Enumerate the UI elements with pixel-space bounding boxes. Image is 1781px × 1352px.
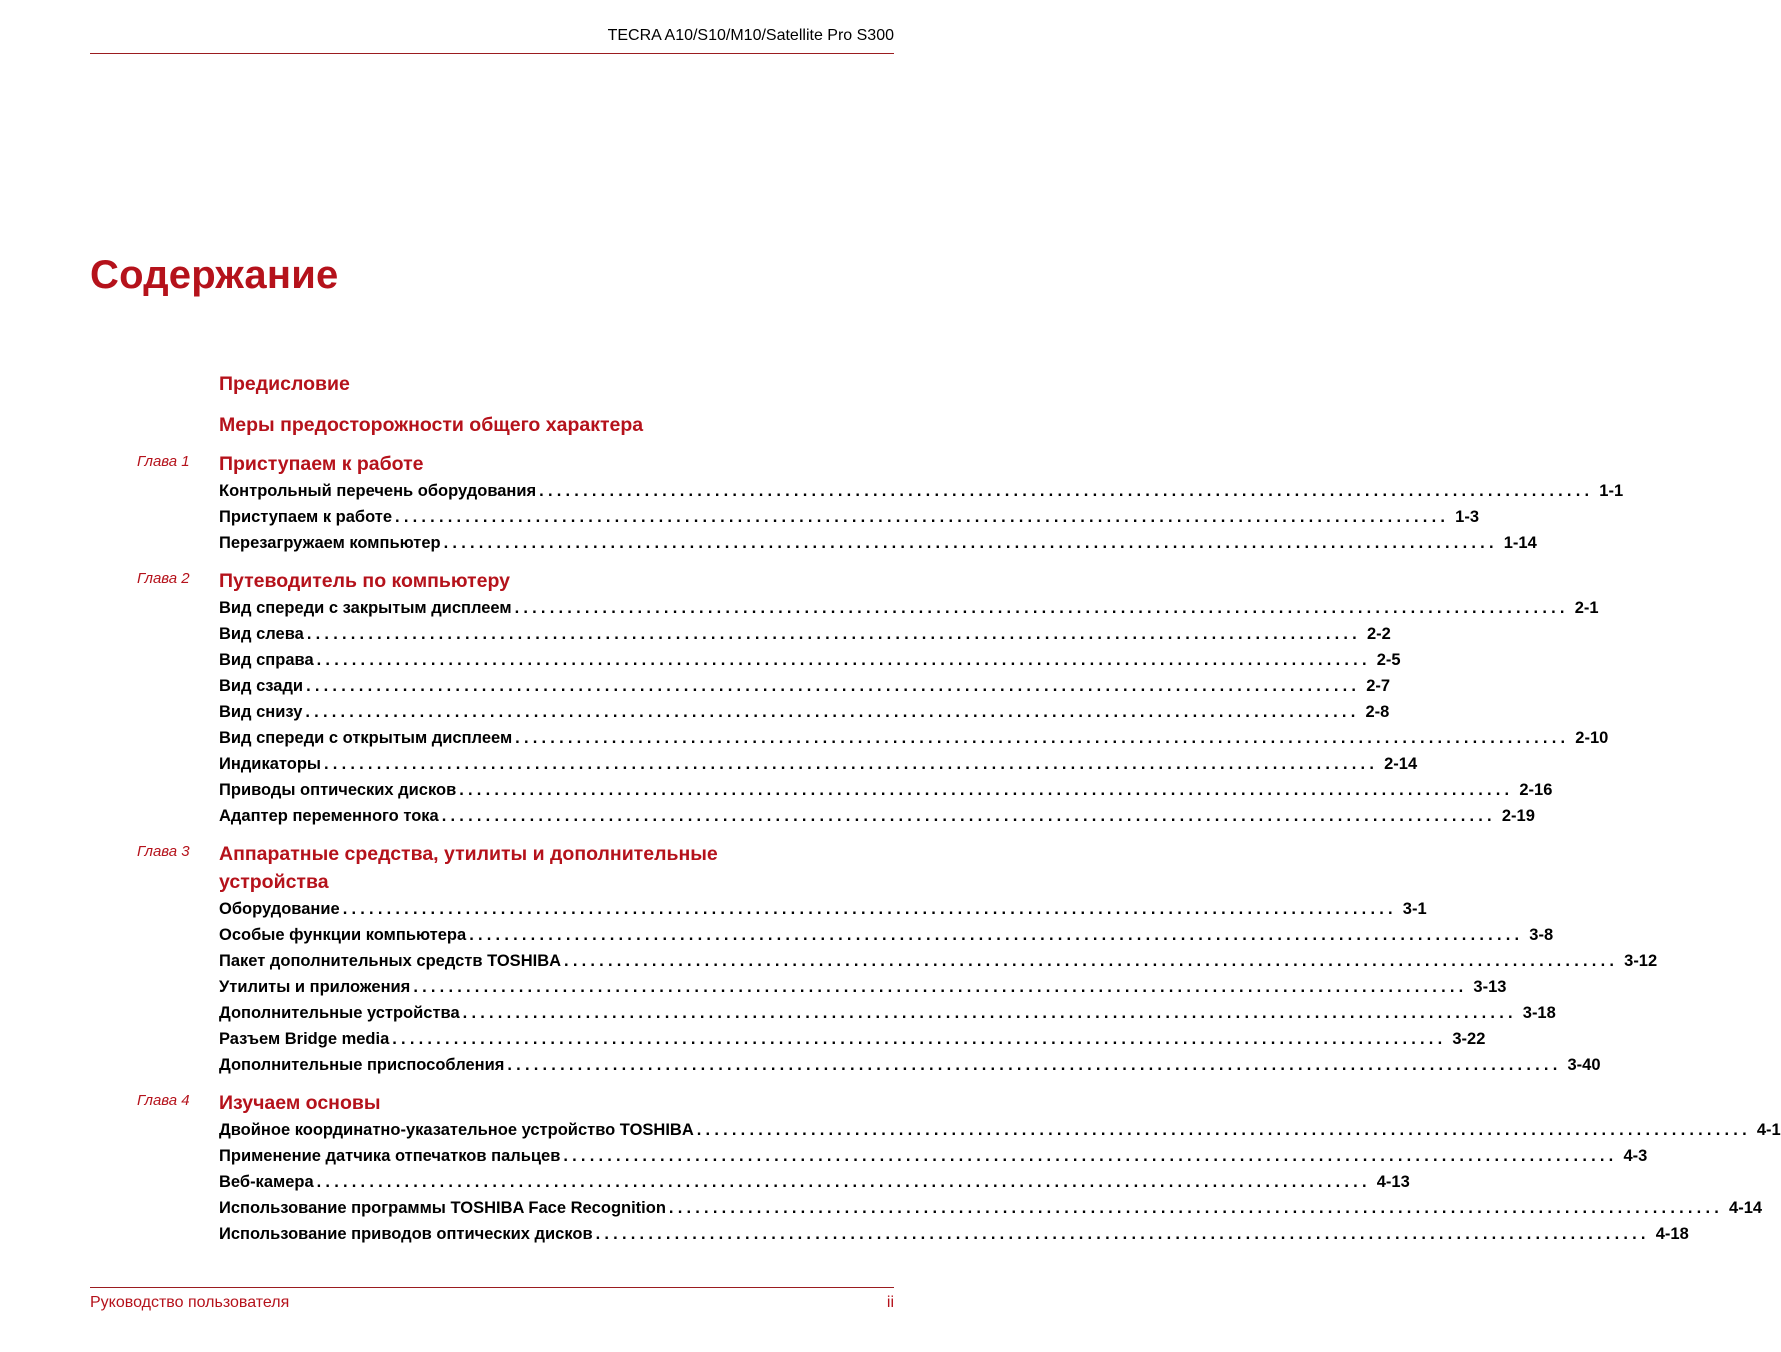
dot-leader: ........................................................................................................................ <box>539 482 1594 500</box>
toc-entry-page: 2-10 <box>1575 729 1609 747</box>
dot-leader: ........................................................................................................................ <box>395 508 1450 526</box>
toc-entry-label: Пакет дополнительных средств TOSHIBA <box>219 952 562 970</box>
toc-entry-label: Разъем Bridge media <box>219 1030 390 1048</box>
dot-leader: ........................................................................................................................ <box>316 651 1371 669</box>
toc-entry[interactable] <box>219 974 1507 1000</box>
dot-leader: ........................................................................................................................ <box>563 1147 1618 1165</box>
dot-leader: ........................................................................................................................ <box>441 807 1496 825</box>
toc-entry-label: Утилиты и приложения <box>219 978 411 996</box>
toc-entry-label: Контрольный перечень оборудования <box>219 482 537 500</box>
toc-entry-page: 3-40 <box>1567 1056 1601 1074</box>
toc-entry-label: Вид сзади <box>219 677 304 695</box>
chapter-section <box>0 567 1609 829</box>
toc-entry[interactable] <box>219 1000 1556 1026</box>
table-of-contents <box>0 370 1781 1247</box>
chapter-title[interactable]: Путеводитель по компьютеру <box>219 570 510 592</box>
toc-entry-label: Адаптер переменного тока <box>219 807 439 825</box>
toc-entry-page: 2-8 <box>1365 703 1390 721</box>
toc-entry-label: Дополнительные приспособления <box>219 1056 505 1074</box>
toc-entry-label: Вид слева <box>219 625 304 643</box>
chapter-title[interactable]: Аппаратные средства, утилиты и дополнительные устройства <box>219 843 718 893</box>
toc-entry[interactable] <box>219 1143 1648 1169</box>
toc-entry[interactable] <box>219 896 1427 922</box>
toc-entry[interactable] <box>219 1221 1689 1247</box>
toc-entry-page: 2-14 <box>1384 755 1418 773</box>
toc-entry-label: Использование приводов оптических дисков <box>219 1225 593 1243</box>
toc-entry-label: Особые функции компьютера <box>219 926 467 944</box>
chapter-title[interactable]: Изучаем основы <box>219 1092 381 1114</box>
toc-entry[interactable] <box>219 948 1658 974</box>
toc-entry[interactable] <box>219 699 1390 725</box>
toc-entry-page: 4-13 <box>1376 1173 1410 1191</box>
dot-leader: ........................................................................................................................ <box>462 1004 1517 1022</box>
toc-intro-safety[interactable]: Меры предосторожности общего характера <box>219 414 644 436</box>
toc-entry-label: Веб-камера <box>219 1173 314 1191</box>
chapter-label: Глава 3 <box>137 843 190 860</box>
toc-entry-page: 3-8 <box>1529 926 1554 944</box>
dot-leader: ........................................................................................................................ <box>392 1030 1447 1048</box>
chapter-title[interactable]: Приступаем к работе <box>219 453 424 475</box>
chapter-label: Глава 4 <box>137 1092 190 1109</box>
toc-entry-label: Двойное координатно-указательное устройство TOSHIBA <box>219 1121 694 1139</box>
toc-entry-label: Оборудование <box>219 900 340 918</box>
chapter-section <box>0 1089 1781 1247</box>
dot-leader: ........................................................................................................................ <box>342 900 1397 918</box>
toc-entry-page: 3-22 <box>1452 1030 1486 1048</box>
toc-entry-page: 1-14 <box>1503 534 1537 552</box>
toc-entry-label: Перезагружаем компьютер <box>219 534 441 552</box>
toc-entry[interactable] <box>219 1052 1601 1078</box>
toc-entry-label: Вид спереди с закрытым дисплеем <box>219 599 512 617</box>
toc-entry[interactable] <box>219 751 1418 777</box>
toc-entry[interactable] <box>219 777 1553 803</box>
toc-entry-label: Вид снизу <box>219 703 303 721</box>
toc-entry[interactable] <box>219 1195 1763 1221</box>
dot-leader: ........................................................................................................................ <box>443 534 1498 552</box>
running-header: TECRA A10/S10/M10/Satellite Pro S300 <box>607 27 894 44</box>
dot-leader: ........................................................................................................................ <box>507 1056 1562 1074</box>
toc-entry[interactable] <box>219 647 1401 673</box>
toc-entry-page: 2-1 <box>1574 599 1599 617</box>
toc-entry-label: Дополнительные устройства <box>219 1004 460 1022</box>
toc-entry[interactable] <box>219 478 1624 504</box>
chapter-label: Глава 1 <box>137 453 190 470</box>
toc-entry[interactable] <box>219 1117 1781 1143</box>
toc-entry[interactable] <box>219 1169 1410 1195</box>
toc-entry-page: 3-1 <box>1402 900 1427 918</box>
toc-entry[interactable] <box>219 595 1599 621</box>
toc-entry-page: 4-3 <box>1623 1147 1648 1165</box>
footer-divider <box>90 1287 894 1288</box>
page-title: Содержание <box>90 253 339 297</box>
toc-entry-page: 3-12 <box>1624 952 1658 970</box>
toc-entry-page: 2-5 <box>1376 651 1401 669</box>
dot-leader: ........................................................................................................................ <box>514 599 1569 617</box>
dot-leader: ........................................................................................................................ <box>595 1225 1650 1243</box>
toc-entry-label: Вид спереди с открытым дисплеем <box>219 729 513 747</box>
toc-entry[interactable] <box>219 504 1480 530</box>
toc-entry-page: 3-18 <box>1522 1004 1556 1022</box>
toc-entry-page: 2-2 <box>1366 625 1391 643</box>
toc-entry-label: Использование программы TOSHIBA Face Recognition <box>219 1199 666 1217</box>
chapter-label: Глава 2 <box>137 570 190 587</box>
toc-entry[interactable] <box>219 922 1554 948</box>
toc-intro-preface[interactable]: Предисловие <box>219 373 350 395</box>
toc-entry[interactable] <box>219 673 1391 699</box>
dot-leader: ........................................................................................................................ <box>324 755 1379 773</box>
dot-leader: ........................................................................................................................ <box>469 926 1524 944</box>
toc-entry[interactable] <box>219 803 1535 829</box>
toc-entry-page: 2-16 <box>1519 781 1553 799</box>
chapter-section <box>0 840 1658 1078</box>
toc-entry-page: 3-13 <box>1473 978 1507 996</box>
toc-entry-page: 2-7 <box>1366 677 1391 695</box>
toc-entry-label: Индикаторы <box>219 755 321 773</box>
toc-entry-page: 4-14 <box>1729 1199 1763 1217</box>
dot-leader: ........................................................................................................................ <box>306 625 1361 643</box>
toc-entry-page: 1-1 <box>1599 482 1624 500</box>
toc-entry[interactable] <box>219 1026 1486 1052</box>
page-number: ii <box>886 1294 894 1311</box>
dot-leader: ........................................................................................................................ <box>306 677 1361 695</box>
dot-leader: ........................................................................................................................ <box>515 729 1570 747</box>
dot-leader: ........................................................................................................................ <box>459 781 1514 799</box>
toc-entry-label: Приступаем к работе <box>219 508 393 526</box>
header-divider <box>90 53 894 54</box>
toc-entry[interactable] <box>219 530 1537 556</box>
dot-leader: ........................................................................................................................ <box>316 1173 1371 1191</box>
dot-leader: ........................................................................................................................ <box>668 1199 1724 1217</box>
toc-entry-page: 4-18 <box>1655 1225 1689 1243</box>
toc-entry-label: Применение датчика отпечатков пальцев <box>219 1147 561 1165</box>
toc-entry[interactable] <box>219 621 1391 647</box>
dot-leader: ........................................................................................................................ <box>696 1121 1751 1139</box>
toc-entry-label: Вид справа <box>219 651 314 669</box>
toc-entry-page: 4-1 <box>1756 1121 1781 1139</box>
toc-entry-page: 1-3 <box>1455 508 1480 526</box>
dot-leader: ........................................................................................................................ <box>305 703 1360 721</box>
toc-entry[interactable] <box>219 725 1609 751</box>
toc-entry-label: Приводы оптических дисков <box>219 781 457 799</box>
chapter-section <box>0 450 1624 556</box>
footer-manual-title: Руководство пользователя <box>90 1294 290 1311</box>
toc-entry-page: 2-19 <box>1501 807 1535 825</box>
dot-leader: ........................................................................................................................ <box>413 978 1468 996</box>
dot-leader: ........................................................................................................................ <box>564 952 1619 970</box>
